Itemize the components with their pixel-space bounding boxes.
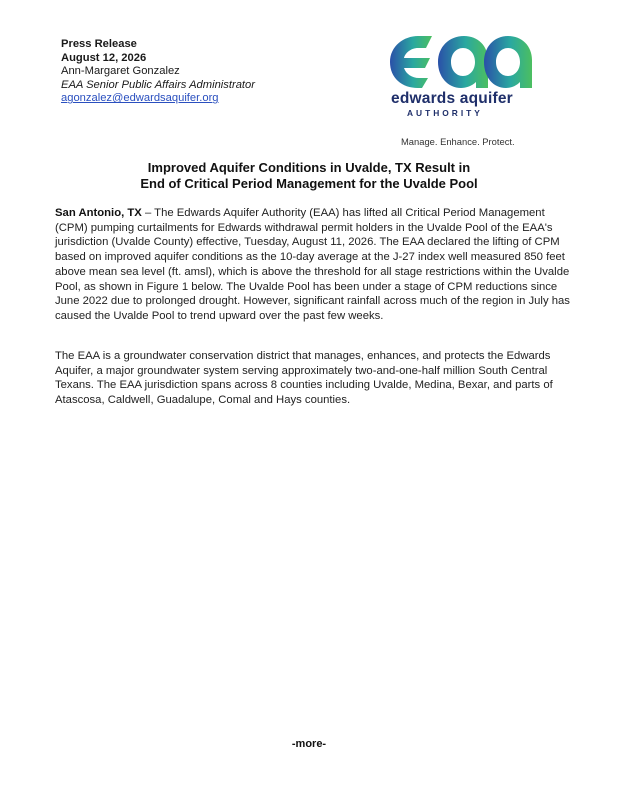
body-paragraph-2: The EAA is a groundwater conservation district that manages, enhances, and protects the Edwards Aquifer, a major groundwater system serving approximately two-and-one-half million South Central Texans. The EAA jurisdiction spans across 8 counties including Uvalde, Medina, Bexar, and parts of Atascosa, Caldwell, Guadalupe, Comal and Hays counties. [55,350,553,407]
title-line-2: End of Critical Period Management for the Uvalde Pool [140,176,478,191]
press-title [0,160,618,192]
contact-name: Ann-Margaret Gonzalez [61,65,180,78]
paragraph-1-text: – The Edwards Aquifer Authority (EAA) has lifted all Critical Period Management (CPM) pumping curtailments for Edwards withdrawal permit holders in the Uvalde Pool of the EAA's jurisdiction (Uvalde County) effective, Tuesday, August 11, 2026. The EAA declared the lifting of CPM based on improved aquifer conditions as the 10-day average at the J-27 index well measured 850 feet above mean sea level (ft. amsl), which is above the threshold for all stage restrictions within the Uvalde Pool, as shown in Figure 1 below. The Uvalde Pool has been under a stage of CPM reductions since June 2022 due to prolonged drought. However, significant rainfall across much of the region in July has caused the Uvalde Pool to trend upward over the past few weeks. [55,207,570,322]
contact-title: EAA Senior Public Affairs Administrator [61,78,255,91]
body-paragraph-1 [55,206,575,324]
dateline: San Antonio, TX [55,207,142,219]
logo-tagline: Manage. Enhance. Protect. [401,136,515,147]
eaa-logo-mark-icon [386,34,536,90]
press-release-label: Press Release [61,38,137,50]
logo-name: edwards aquifer [391,90,513,107]
release-date: August 12, 2026 [61,51,147,64]
title-line-1: Improved Aquifer Conditions in Uvalde, TX Result in [147,160,471,175]
eaa-logo [386,34,536,90]
more-marker: -more- [291,738,327,750]
logo-subtitle: AUTHORITY [407,108,483,118]
contact-email-link[interactable]: agonzalez@edwardsaquifer.org [61,92,219,105]
press-header [61,38,255,106]
